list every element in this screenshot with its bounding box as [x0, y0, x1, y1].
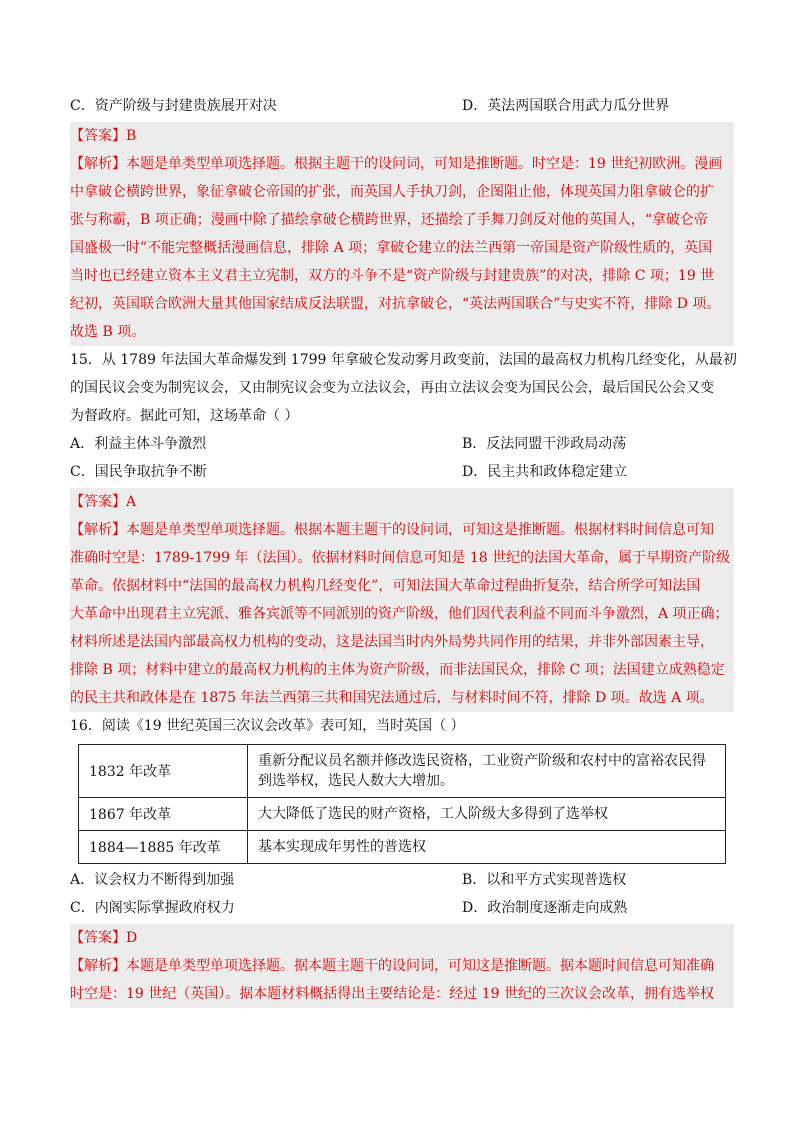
q15-stem-line: 15．从 1789 年法国大革命爆发到 1799 年拿破仑发动雾月政变前，法国的最高权力机构几经变化，从最初: [70, 352, 737, 368]
q15-analysis-line: 革命。依据材料中“法国的最高权力机构几经变化”，可知法国大革命过程曲折复杂，结合所学可知法国: [70, 578, 701, 594]
q15-answer: 【答案】A: [70, 494, 137, 510]
q16-option-d: D．政治制度逐渐走向成熟: [462, 900, 628, 916]
q16-analysis-line: 时空是：19 世纪（英国）。据本题材料概括得出主要结论是：经过 19 世纪的三次议会改革，拥有选举权: [70, 986, 714, 1002]
table-row: [79, 798, 726, 831]
q16-options-cd: [70, 894, 734, 922]
q16-analysis-line: 【解析】本题是单类型单项选择题。据本题主题干的设问词，可知这是推断题。据本题时间信息可知准确: [70, 958, 714, 974]
reform-desc: 大大降低了选民的财产资格，工人阶级大多得到了选举权: [248, 798, 726, 831]
q16-stem: 16．阅读《19 世纪英国三次议会改革》表可知，当时英国（ ）: [70, 718, 465, 734]
q14-answer-block: [70, 122, 734, 346]
q16-option-c: C．内阁实际掌握政府权力: [70, 900, 235, 916]
q15-answer-block: [70, 488, 734, 712]
q15-analysis-line: 的民主共和政体是在 1875 年法兰西第三共和国宪法通过后，与材料时间不符，排除 D 项。故选 A 项。: [70, 690, 714, 706]
reform-desc: 重新分配议员名额并修改选民资格，工业资产阶级和农村中的富裕农民得到选举权，选民人数大大增加。: [248, 745, 726, 798]
page: [70, 92, 737, 1008]
q16-option-b: B．以和平方式实现普选权: [462, 872, 627, 888]
q14-analysis-line: 中拿破仑横跨世界，象征拿破仑帝国的扩张，而英国人手执刀剑，企图阻止他，体现英国力阻拿破仑的扩: [70, 184, 714, 200]
q14-options-cd: [70, 92, 734, 120]
q15-analysis-line: 排除 B 项；材料中建立的最高权力机构的主体为资产阶级，而非法国民众，排除 C 项；法国建立成熟稳定: [70, 662, 725, 678]
reform-table: [78, 744, 726, 864]
q15-option-d: D．民主共和政体稳定建立: [462, 464, 628, 480]
table-row: [79, 831, 726, 864]
q16-answer: 【答案】D: [70, 930, 138, 946]
q14-analysis-line: 纪初，英国联合欧洲大量其他国家结成反法联盟，对抗拿破仑，“英法两国联合”与史实不符，排除 D 项。: [70, 296, 721, 312]
reform-year: 1867 年改革: [79, 798, 248, 831]
q15-analysis-line: 准确时空是：1789-1799 年（法国）。依据材料时间信息可知是 18 世纪的法国大革命，属于早期资产阶级: [70, 550, 731, 566]
q15-analysis-line: 【解析】本题是单类型单项选择题。根据本题主题干的设问词，可知这是推断题。根据材料时间信息可知: [70, 522, 714, 538]
q14-option-d: D．英法两国联合用武力瓜分世界: [462, 98, 670, 114]
q15-options-cd: [70, 458, 734, 486]
q16-option-a: A．议会权力不断得到加强: [70, 872, 235, 888]
q14-answer: 【答案】B: [70, 128, 137, 144]
q16-answer-block: [70, 924, 734, 1008]
q15-option-c: C．国民争取抗争不断: [70, 464, 207, 480]
q15-options-ab: [70, 430, 734, 458]
table-row: [79, 745, 726, 798]
q14-analysis-line: 故选 B 项。: [70, 324, 146, 340]
q14-option-c: C．资产阶级与封建贵族展开对决: [70, 98, 277, 114]
reform-desc: 基本实现成年男性的普选权: [248, 831, 726, 864]
reform-year: 1884—1885 年改革: [79, 831, 248, 864]
q15-analysis-line: 大革命中出现君主立宪派、雅各宾派等不同派别的资产阶级，他们因代表利益不同而斗争激烈，A 项正确；: [70, 606, 729, 622]
q15-stem-line: 的国民议会变为制宪议会，又由制宪议会变为立法议会，再由立法议会变为国民公会，最后国民公会又变: [70, 380, 714, 396]
q14-analysis-line: 张与称霸，B 项正确；漫画中除了描绘拿破仑横跨世界，还描绘了手舞刀剑反对他的英国人，“拿破仑帝: [70, 212, 708, 228]
q15-option-a: A．利益主体斗争激烈: [70, 436, 207, 452]
q14-analysis-line: 当时也已经建立资本主义君主立宪制，双方的斗争不是“资产阶级与封建贵族”的对决，排除 C 项；19 世: [70, 268, 715, 284]
q15-option-b: B．反法同盟干涉政局动荡: [462, 436, 627, 452]
q15-stem-line: 为督政府。据此可知，这场革命（ ）: [70, 408, 299, 424]
q16-options-ab: [70, 866, 734, 894]
reform-year: 1832 年改革: [79, 745, 248, 798]
q14-analysis-line: 【解析】本题是单类型单项选择题。根据主题干的设问词，可知是推断题。时空是：19 世纪初欧洲。漫画: [70, 156, 723, 172]
q14-analysis-line: 国盛极一时”不能完整概括漫画信息，排除 A 项；拿破仑建立的法兰西第一帝国是资产阶级性质的，英国: [70, 240, 713, 256]
q15-analysis-line: 材料所述是法国内部最高权力机构的变动，这是法国当时内外局势共同作用的结果，并非外部因素主导，: [70, 634, 714, 650]
